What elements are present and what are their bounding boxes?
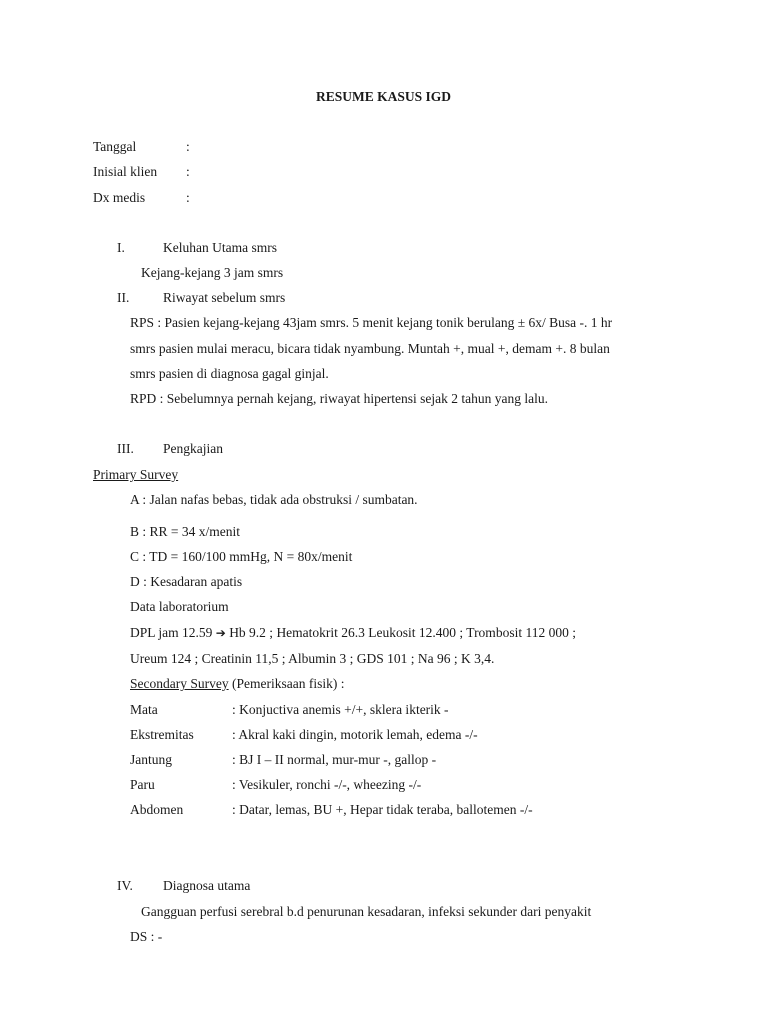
lab-line-1 <box>130 626 576 640</box>
exam-value-abdomen: : Datar, lemas, BU +, Hepar tidak teraba, ballotemen -/- <box>232 802 533 817</box>
section-3-number: III. <box>117 441 134 456</box>
dpl-values: Hb 9.2 ; Hematokrit 26.3 Leukosit 12.400 ; Trombosit 112 000 ; <box>229 625 576 640</box>
section-3-heading: Pengkajian <box>163 441 223 456</box>
exam-label-paru: Paru <box>130 777 155 792</box>
airway-line: A : Jalan nafas bebas, tidak ada obstruksi / sumbatan. <box>130 492 418 507</box>
exam-value-jantung: : BJ I – II normal, mur-mur -, gallop - <box>232 752 437 767</box>
inisial-colon: : <box>186 164 190 179</box>
exam-label-mata: Mata <box>130 702 158 717</box>
lab-line-2: Ureum 124 ; Creatinin 11,5 ; Albumin 3 ; GDS 101 ; Na 96 ; K 3,4. <box>130 651 495 666</box>
ds-line: DS : - <box>130 929 163 944</box>
section-4-heading: Diagnosa utama <box>163 878 251 893</box>
dx-medis-label: Dx medis <box>93 190 146 205</box>
diagnosis-text: Gangguan perfusi serebral b.d penurunan kesadaran, infeksi sekunder dari penyakit <box>141 904 592 919</box>
lab-heading: Data laboratorium <box>130 599 229 614</box>
disability-line: D : Kesadaran apatis <box>130 574 243 589</box>
rps-line-2: smrs pasien mulai meracu, bicara tidak nyambung. Muntah +, mual +, demam +. 8 bulan <box>130 341 610 356</box>
section-1-heading: Keluhan Utama smrs <box>163 240 277 255</box>
tanggal-colon: : <box>186 139 190 154</box>
secondary-survey-heading: Secondary Survey <box>130 676 229 691</box>
rps-line-3: smrs pasien di diagnosa gagal ginjal. <box>130 366 329 381</box>
circulation-line: C : TD = 160/100 mmHg, N = 80x/menit <box>130 549 353 564</box>
keluhan-text: Kejang-kejang 3 jam smrs <box>141 265 284 280</box>
section-2-heading: Riwayat sebelum smrs <box>163 290 286 305</box>
secondary-survey-suffix: (Pemeriksaan fisik) : <box>228 676 345 691</box>
inisial-label: Inisial klien <box>93 164 158 179</box>
secondary-survey-line <box>130 677 344 691</box>
arrow-right-icon: ➔ <box>215 626 226 640</box>
exam-value-ekstremitas: : Akral kaki dingin, motorik lemah, edema -/- <box>232 727 478 742</box>
rpd-line: RPD : Sebelumnya pernah kejang, riwayat hipertensi sejak 2 tahun yang lalu. <box>130 391 549 406</box>
section-4-number: IV. <box>117 878 133 893</box>
exam-value-paru: : Vesikuler, ronchi -/-, wheezing -/- <box>232 777 422 792</box>
section-1-number: I. <box>117 240 125 255</box>
tanggal-label: Tanggal <box>93 139 137 154</box>
exam-label-jantung: Jantung <box>130 752 172 767</box>
rps-line-1: RPS : Pasien kejang-kejang 43jam smrs. 5 menit kejang tonik berulang ± 6x/ Busa -. 1 hr <box>130 315 613 330</box>
exam-label-ekstremitas: Ekstremitas <box>130 727 194 742</box>
section-2-number: II. <box>117 290 130 305</box>
breathing-line: B : RR = 34 x/menit <box>130 524 240 539</box>
dpl-prefix: DPL jam 12.59 <box>130 625 213 640</box>
exam-value-mata: : Konjuctiva anemis +/+, sklera ikterik - <box>232 702 449 717</box>
document-title: RESUME KASUS IGD <box>316 89 452 104</box>
primary-survey-heading: Primary Survey <box>93 467 179 482</box>
dx-medis-colon: : <box>186 190 190 205</box>
exam-label-abdomen: Abdomen <box>130 802 184 817</box>
